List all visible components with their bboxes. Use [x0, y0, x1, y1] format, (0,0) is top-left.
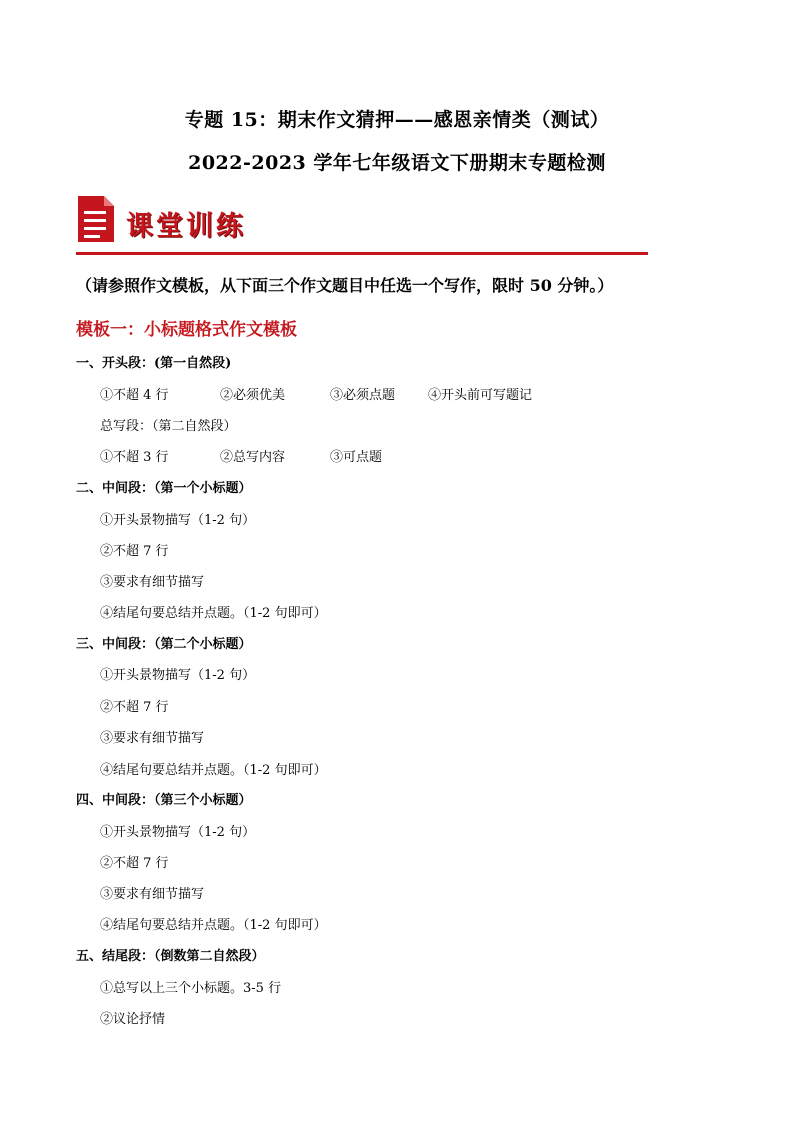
list-item: ②必须优美	[220, 388, 286, 403]
section-heading: 一、开头段：(第一自然段)	[76, 356, 232, 371]
list-item: ①开头景物描写（1-2 句）	[100, 668, 256, 683]
list-item: ④开头前可写题记	[428, 388, 533, 403]
list-item: ①不超 4 行	[100, 388, 169, 403]
section-heading: 四、中间段：（第三个小标题）	[76, 793, 252, 808]
document-subtitle: 2022-2023 学年七年级语文下册期末专题检测	[188, 152, 606, 174]
list-item: ③可点题	[330, 450, 383, 465]
section-heading: 五、结尾段：（倒数第二自然段）	[76, 949, 265, 964]
template-title: 模板一：小标题格式作文模板	[76, 320, 297, 340]
banner-divider	[76, 252, 648, 255]
document-title: 专题 15：期末作文猜押——感恩亲情类（测试）	[184, 109, 610, 131]
list-item: ①总写以上三个小标题。3-5 行	[100, 981, 282, 996]
list-item: ①开头景物描写（1-2 句）	[100, 513, 256, 528]
banner-title: 课堂训练	[126, 211, 246, 242]
list-item: ③要求有细节描写	[100, 887, 205, 902]
section-heading: 三、中间段：（第二个小标题）	[76, 637, 252, 652]
section-heading: 二、中间段：（第一个小标题）	[76, 481, 252, 496]
document-icon	[76, 194, 116, 244]
section-banner	[76, 186, 656, 256]
list-item: ④结尾句要总结并点题。（1-2 句即可）	[100, 606, 327, 621]
instruction-text: （请参照作文模板，从下面三个作文题目中任选一个写作，限时 50 分钟。）	[76, 276, 614, 295]
list-item: ①开头景物描写（1-2 句）	[100, 825, 256, 840]
list-item: ③要求有细节描写	[100, 575, 205, 590]
list-item: ②不超 7 行	[100, 544, 169, 559]
list-item: ①不超 3 行	[100, 450, 169, 465]
list-item: ②不超 7 行	[100, 856, 169, 871]
list-item: ④结尾句要总结并点题。（1-2 句即可）	[100, 918, 327, 933]
list-item: ③要求有细节描写	[100, 731, 205, 746]
list-item: ②不超 7 行	[100, 700, 169, 715]
sub-heading: 总写段：（第二自然段）	[100, 419, 237, 434]
list-item: ②议论抒情	[100, 1012, 166, 1027]
list-item: ③必须点题	[330, 388, 396, 403]
list-item: ②总写内容	[220, 450, 286, 465]
list-item: ④结尾句要总结并点题。（1-2 句即可）	[100, 763, 327, 778]
